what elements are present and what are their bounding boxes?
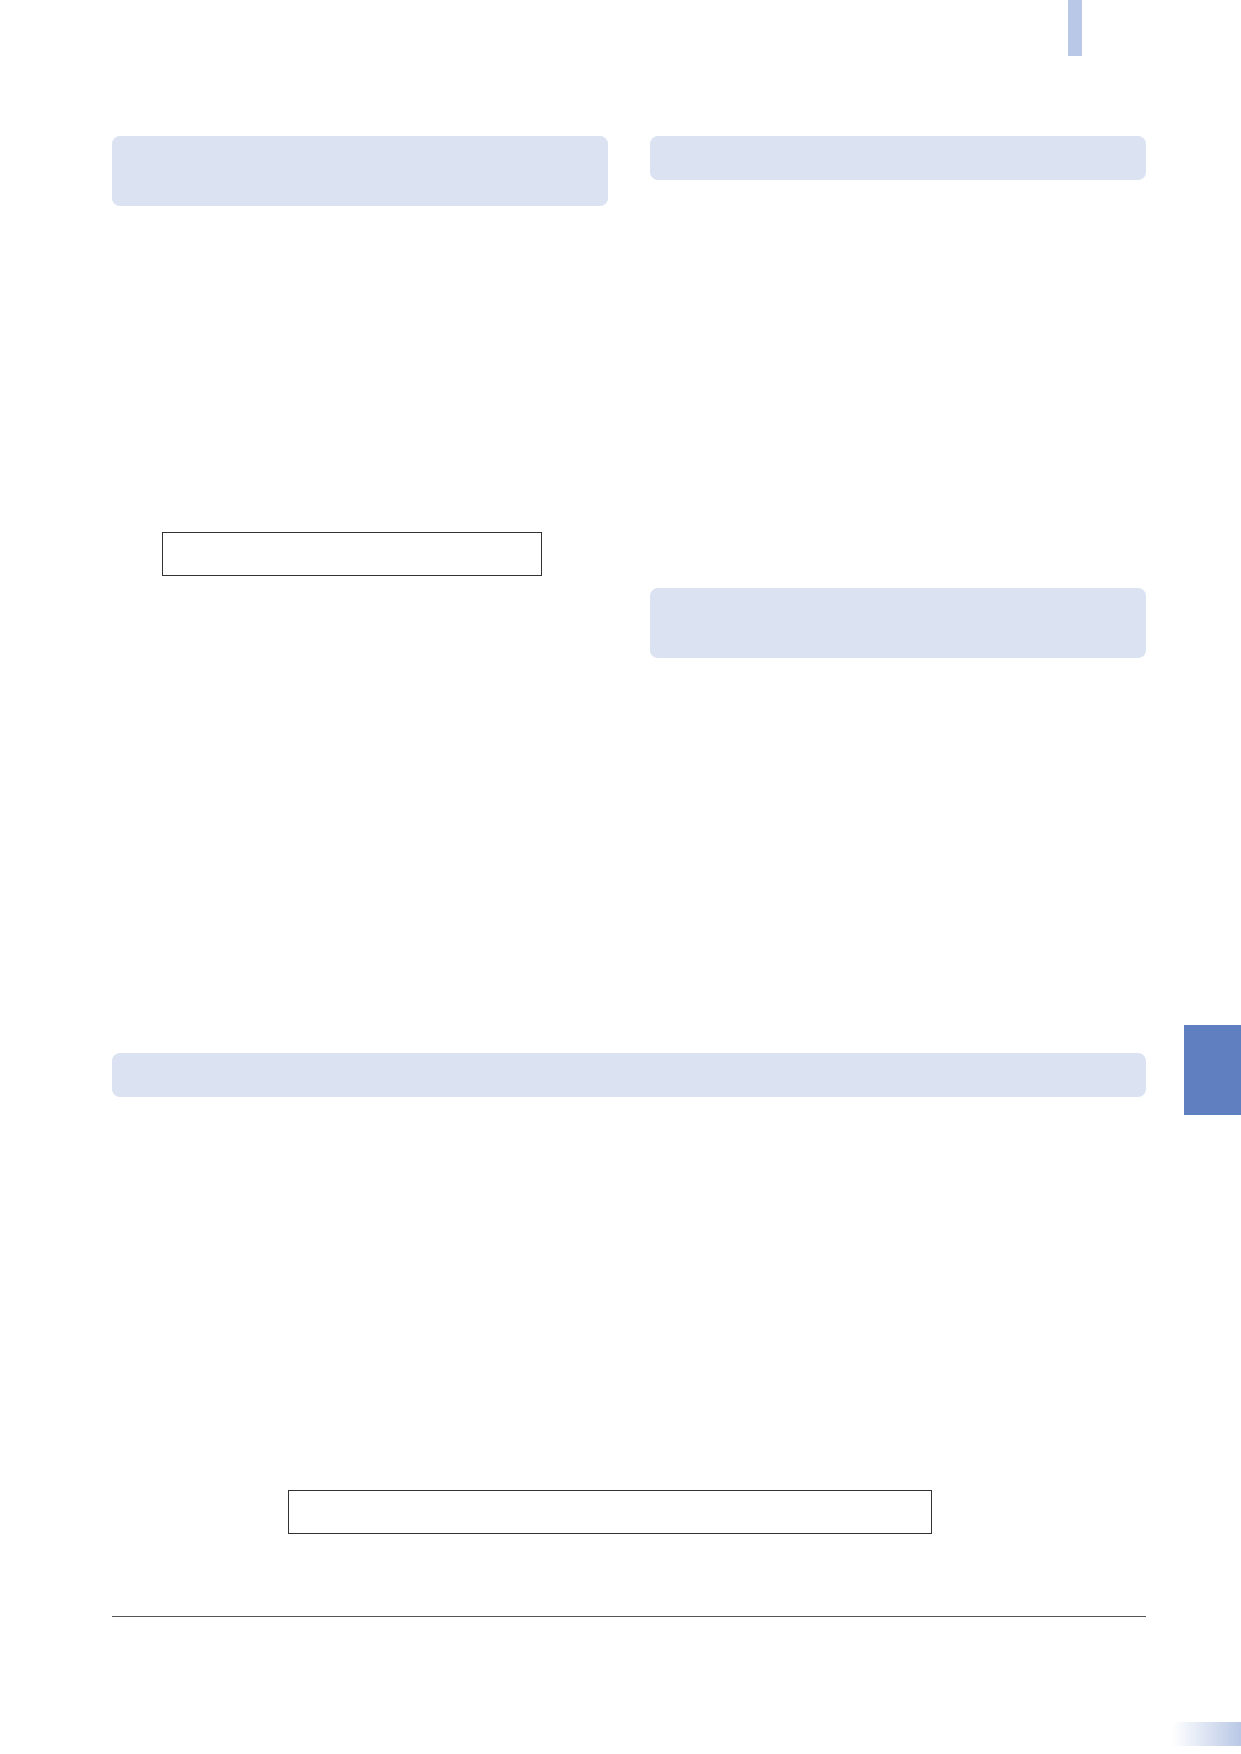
fig1-chart — [112, 212, 612, 532]
fig1-title-box — [112, 136, 608, 206]
fig4-title-box — [112, 1053, 1146, 1097]
fig2-chart — [650, 188, 1150, 513]
header-bar — [1068, 0, 1082, 56]
fig1-legend — [162, 532, 542, 576]
fig2-title-box — [650, 136, 1146, 180]
part-tab — [1184, 1025, 1241, 1115]
footnote-rule — [112, 1616, 1146, 1617]
fig3-title-box — [650, 588, 1146, 658]
fig3-chart — [650, 664, 1150, 984]
page-tab — [1172, 1722, 1241, 1746]
fig4-legend — [288, 1490, 932, 1534]
fig4-chart — [220, 1100, 1040, 1490]
